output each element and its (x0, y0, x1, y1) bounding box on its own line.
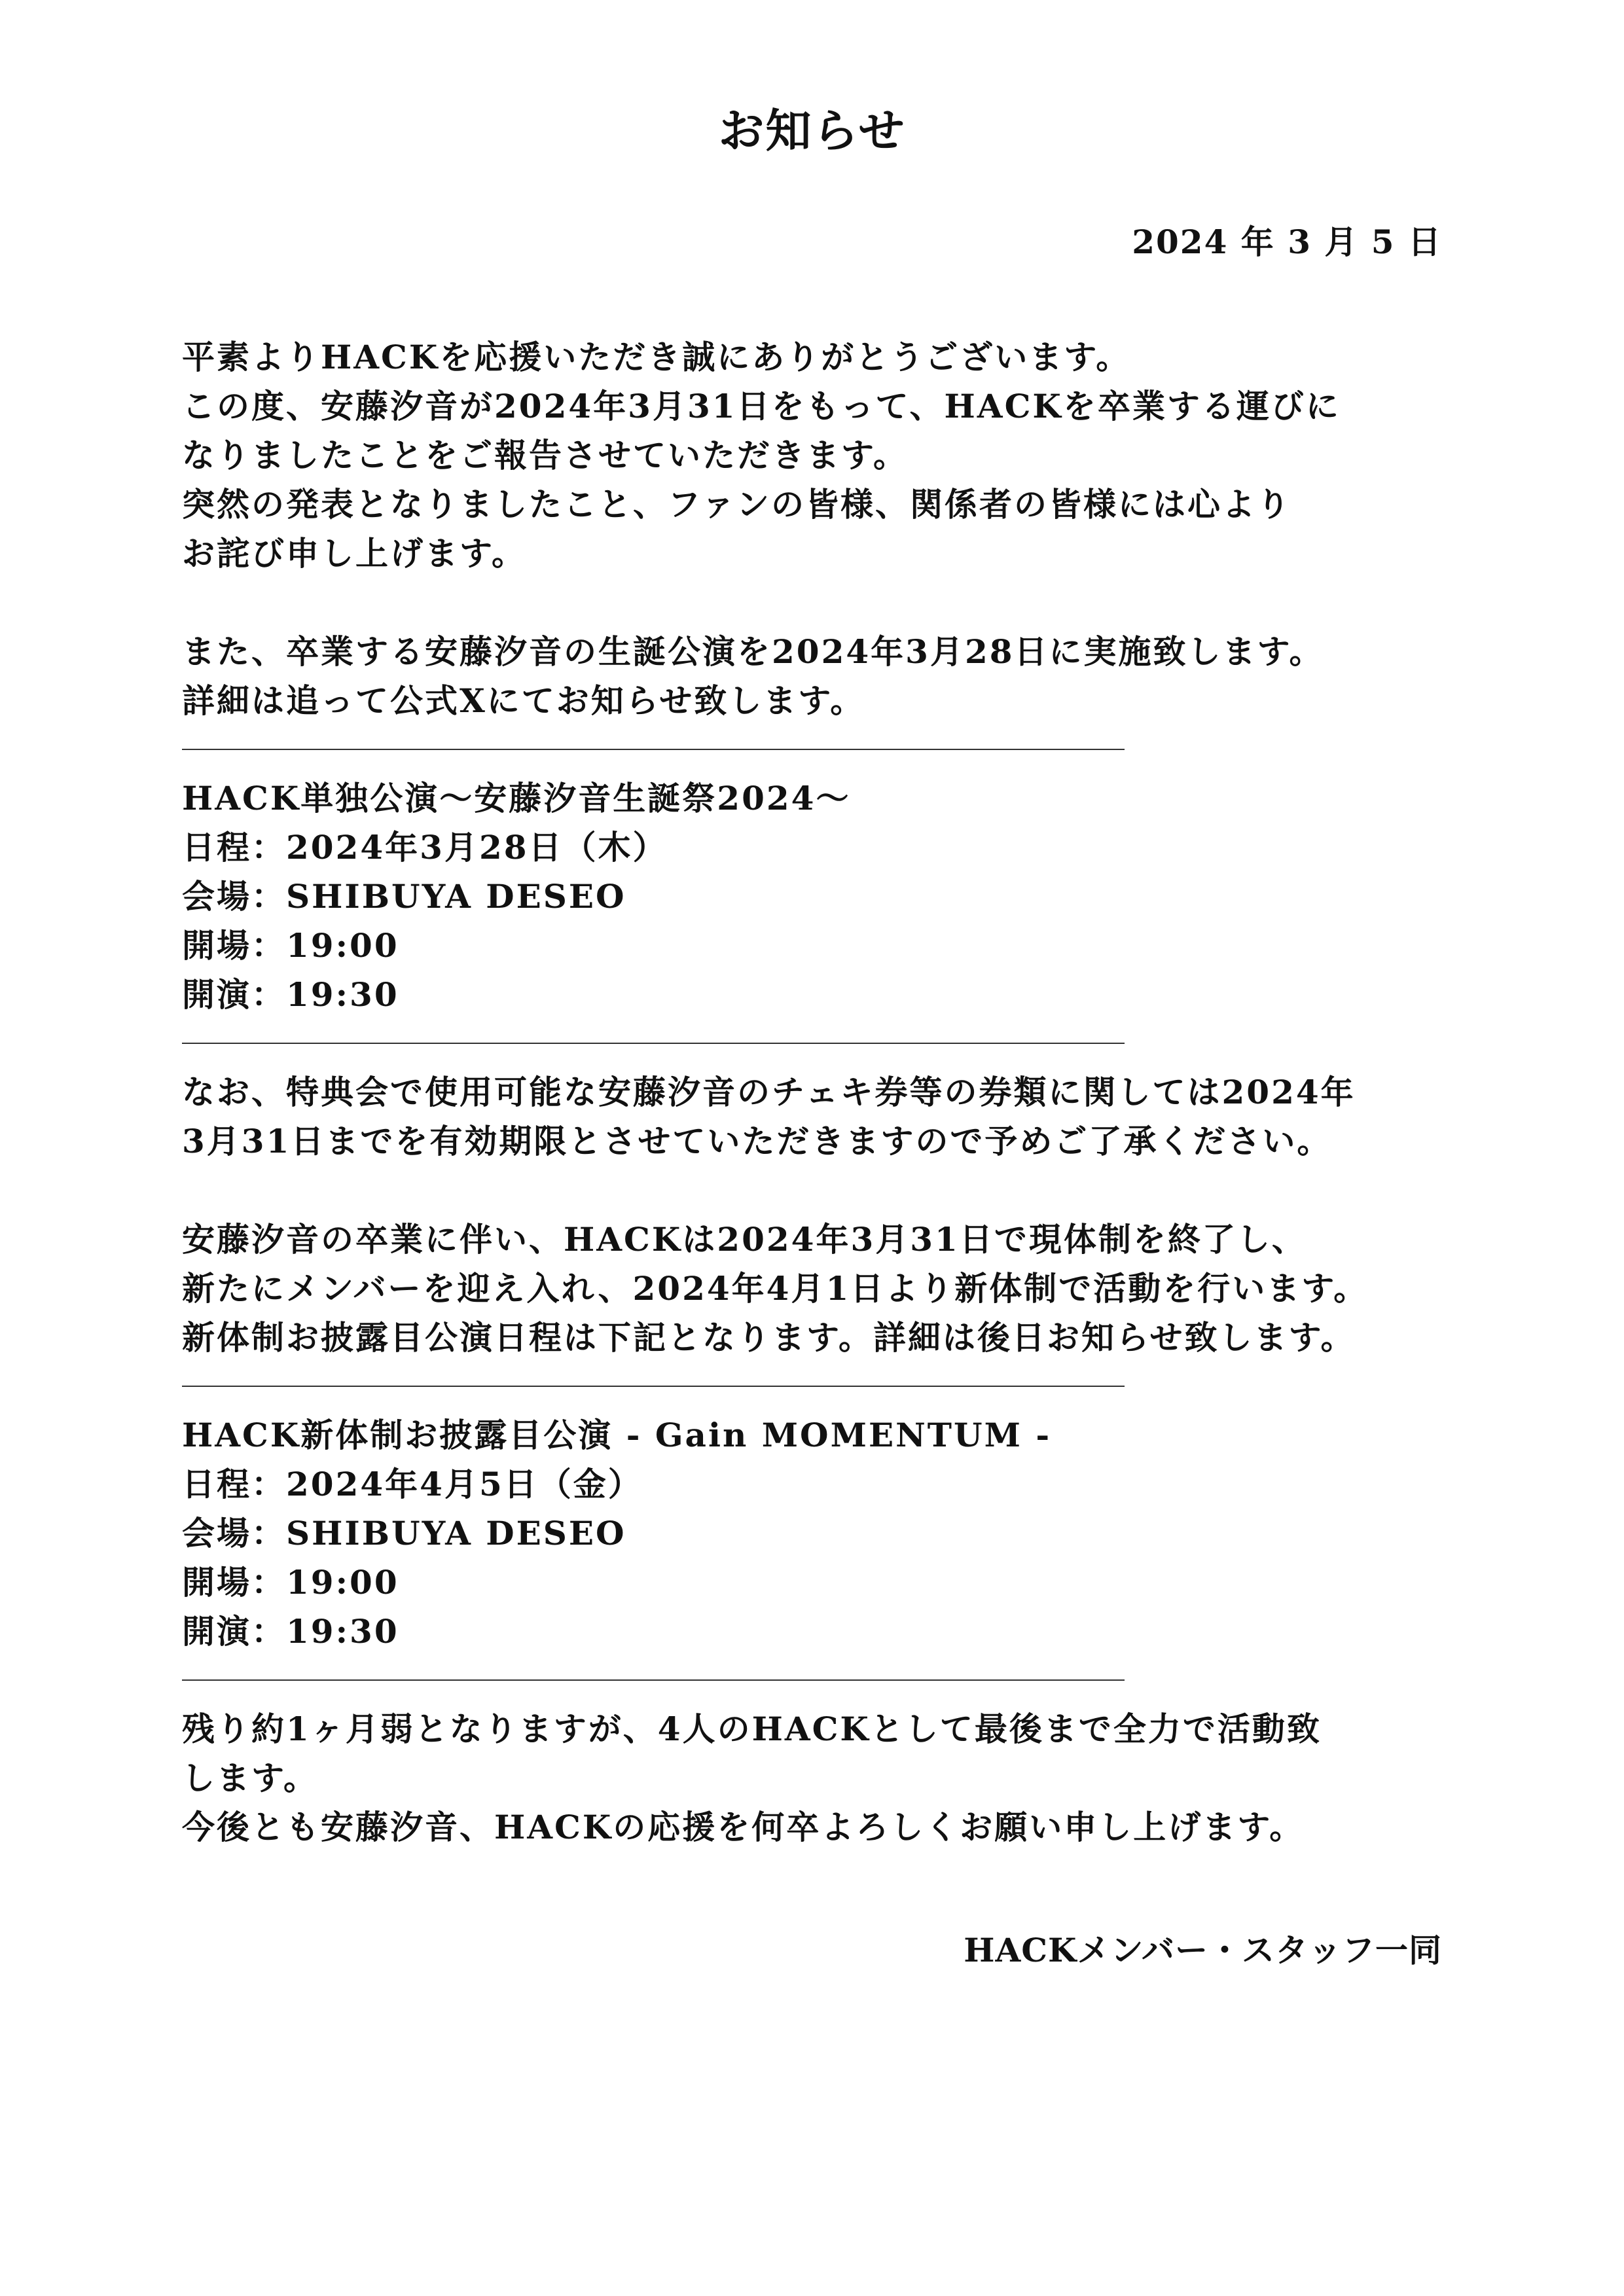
event-1-schedule: 日程：2024年3月28日（木） (182, 828, 668, 867)
tickets-paragraph (182, 1067, 1465, 1166)
event-2-name: HACK新体制お披露目公演 - Gain MOMENTUM - (182, 1416, 1052, 1454)
text-line: 詳細は追って公式Xにてお知らせ致します。 (182, 681, 865, 720)
text-line: します。 (182, 1759, 318, 1797)
text-line: 突然の発表となりましたこと、ファンの皆様、関係者の皆様には心より (182, 485, 1291, 524)
signature: HACKメンバー・スタッフ一同 (964, 1931, 1442, 1969)
text-line: なお、特典会で使用可能な安藤汐音のチェキ券等の券類に関しては2024年 (182, 1073, 1356, 1111)
text-line: 平素よりHACKを応援いただき誠にありがとうございます。 (182, 338, 1131, 376)
text-line: 新たにメンバーを迎え入れ、2024年4月1日より新体制で活動を行います。 (182, 1269, 1369, 1308)
text-line: 3月31日までを有効期限とさせていただきますので予めご了承ください。 (182, 1122, 1332, 1160)
event-2-doors: 開場：19:00 (182, 1563, 399, 1602)
event-2-schedule: 日程：2024年4月5日（金） (182, 1465, 643, 1503)
text-line: お詫び申し上げます。 (182, 534, 526, 573)
new-system-paragraph (182, 1215, 1465, 1362)
text-line: 今後とも安藤汐音、HACKの応援を何卒よろしくお願い申し上げます。 (182, 1808, 1305, 1846)
document-body (182, 332, 1465, 1852)
event-1-details (182, 774, 1465, 1019)
event-1-doors: 開場：19:00 (182, 926, 399, 965)
text-line: また、卒業する安藤汐音の生誕公演を2024年3月28日に実施致します。 (182, 632, 1324, 671)
text-line: 残り約1ヶ月弱となりますが、4人のHACKとして最後まで全力で活動致 (182, 1710, 1322, 1748)
text-line: 新体制お披露目公演日程は下記となります。詳細は後日お知らせ致します。 (182, 1318, 1356, 1357)
document-date: 2024 年 3 月 5 日 (1132, 223, 1442, 261)
text-line: この度、安藤汐音が2024年3月31日をもって、HACKを卒業する運びに (182, 387, 1341, 425)
document-title: お知らせ (718, 103, 906, 158)
divider-line (182, 1043, 1125, 1044)
event-1-venue: 会場：SHIBUYA DESEO (182, 877, 626, 916)
closing-paragraph (182, 1704, 1465, 1852)
divider-line (182, 1679, 1125, 1681)
event-2-venue: 会場：SHIBUYA DESEO (182, 1514, 626, 1552)
intro-paragraph (182, 332, 1465, 578)
text-line: 安藤汐音の卒業に伴い、HACKは2024年3月31日で現体制を終了し、 (182, 1220, 1307, 1259)
text-line: なりましたことをご報告させていただきます。 (182, 436, 908, 475)
divider-line (182, 749, 1125, 750)
event-1-start: 開演：19:30 (182, 975, 399, 1014)
birthday-paragraph (182, 627, 1465, 725)
event-2-start: 開演：19:30 (182, 1612, 399, 1651)
paragraph-spacer (182, 578, 1465, 627)
divider-line (182, 1386, 1125, 1387)
paragraph-spacer (182, 1166, 1465, 1215)
event-2-details (182, 1410, 1465, 1656)
event-1-name: HACK単独公演〜安藤汐音生誕祭2024〜 (182, 779, 851, 817)
